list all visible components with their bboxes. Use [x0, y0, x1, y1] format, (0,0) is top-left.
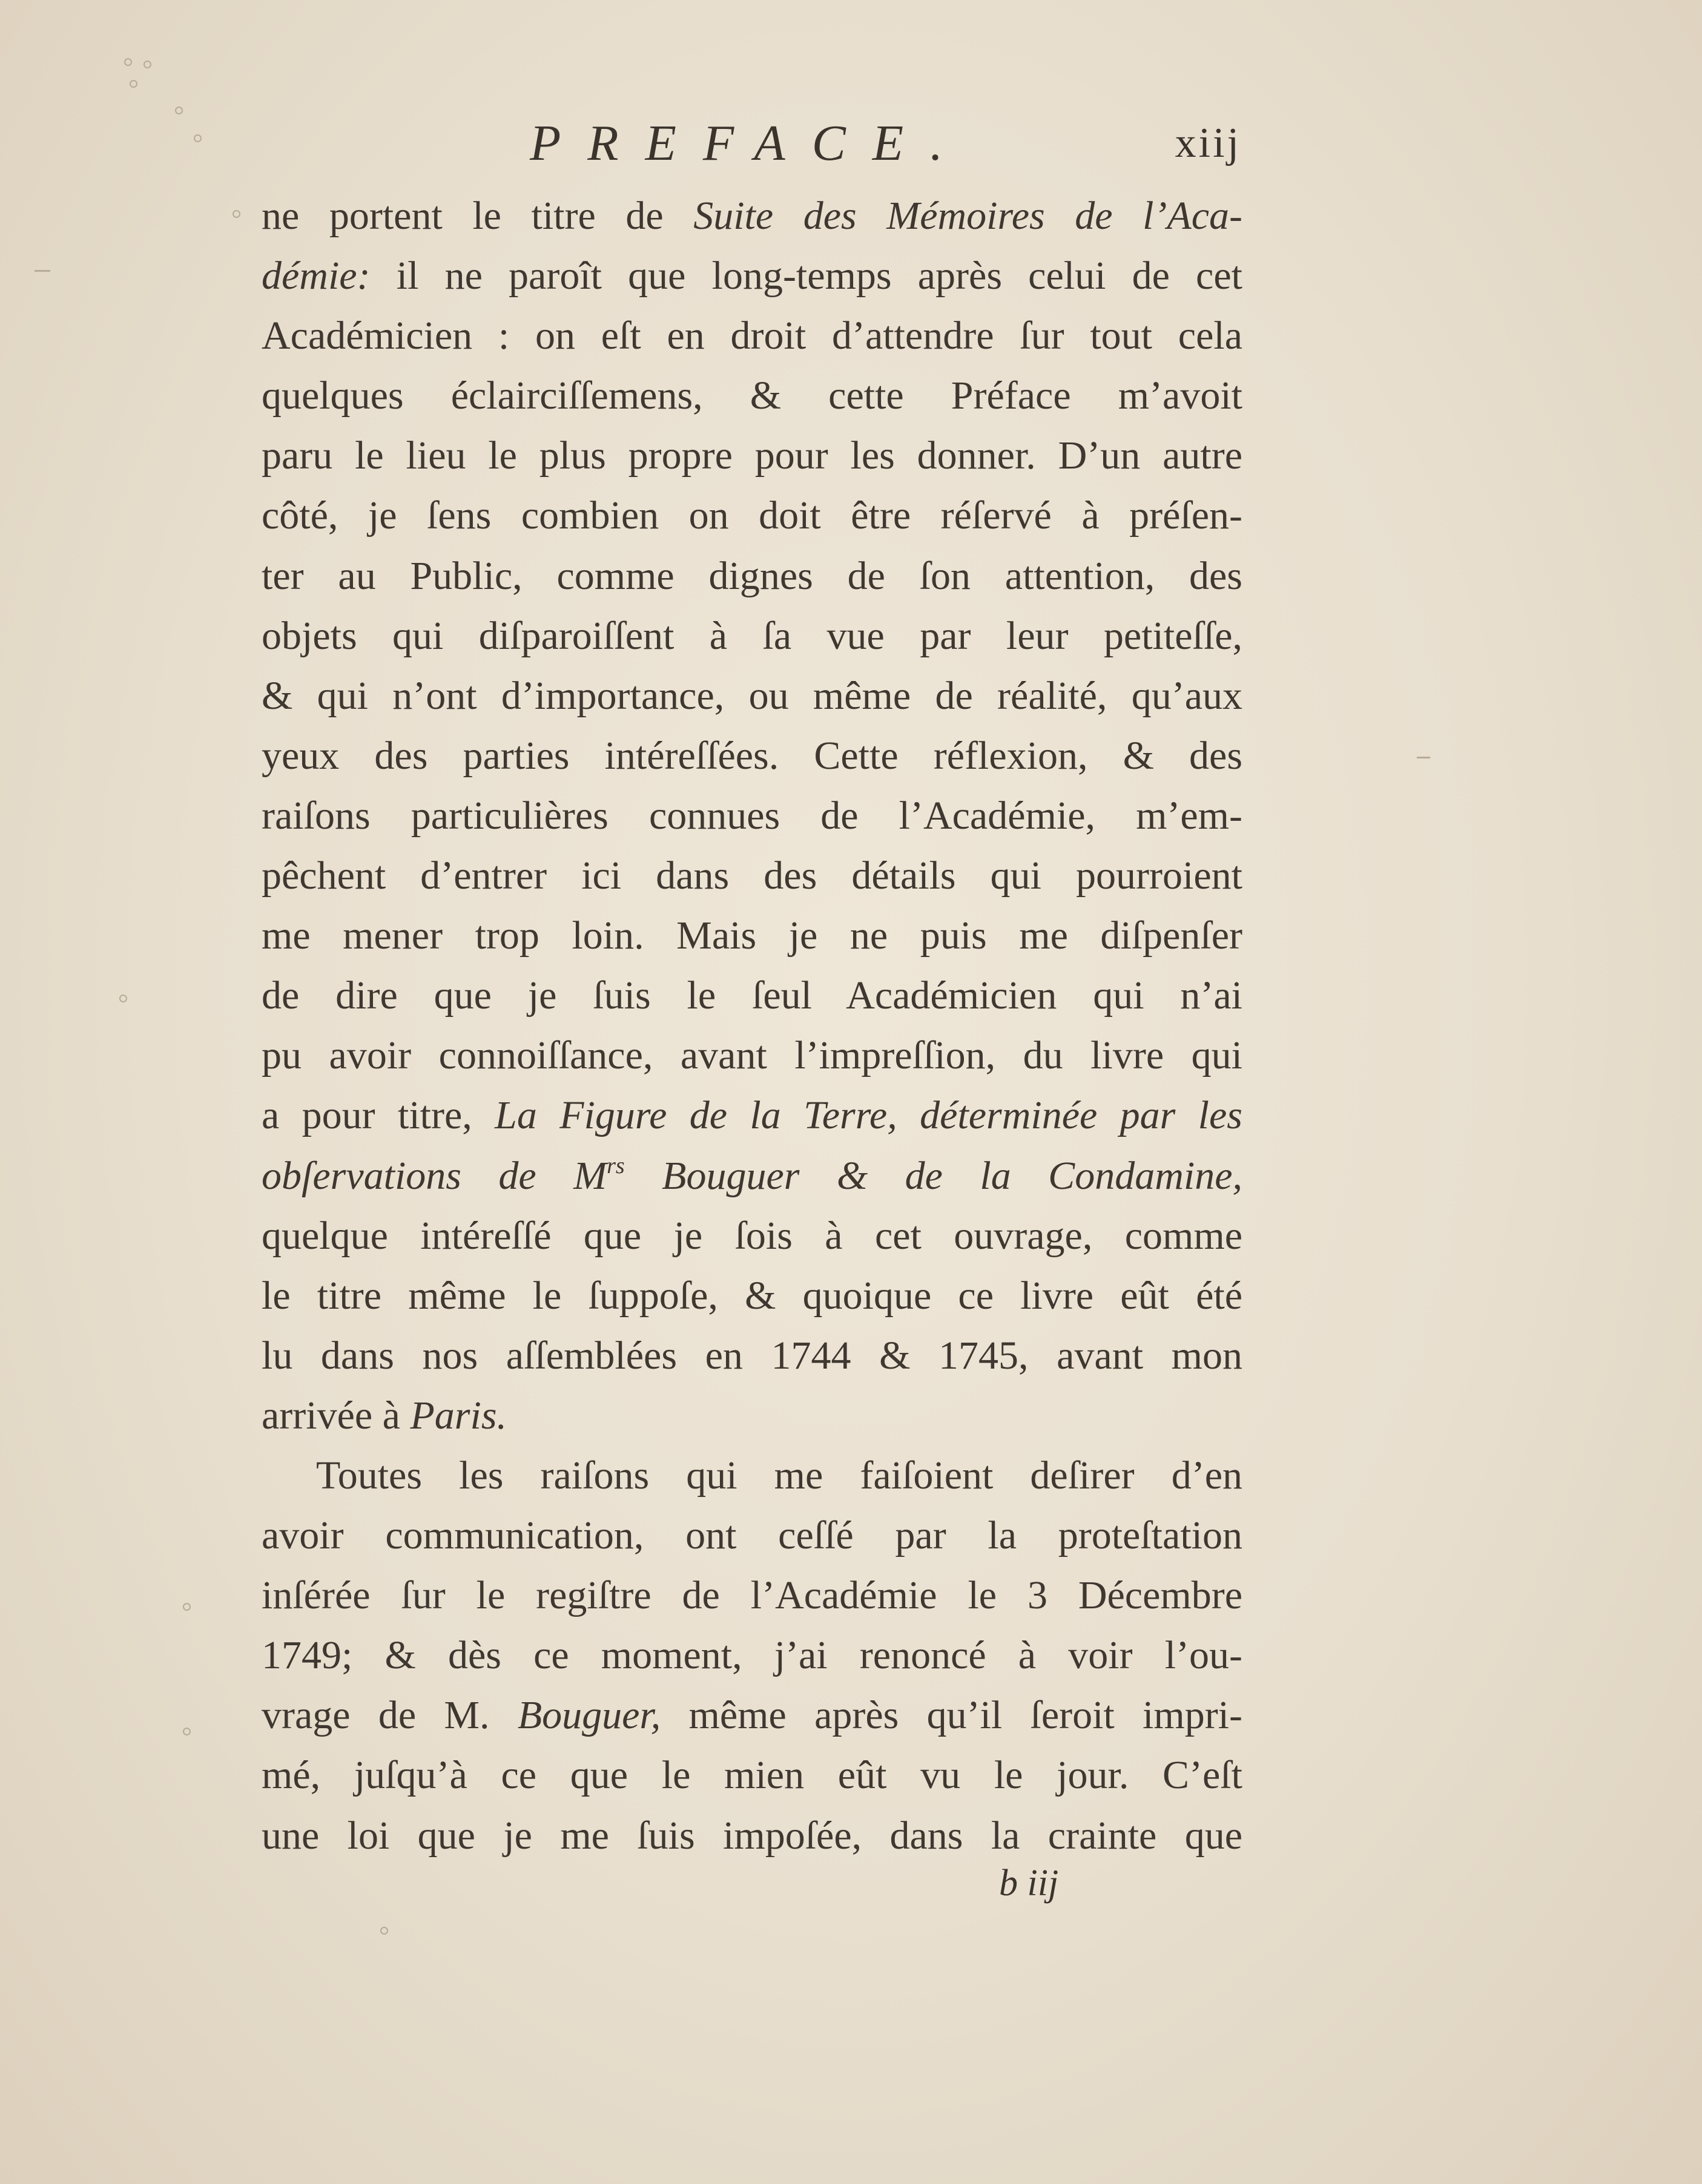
text-line: inſérée ſur le regiſtre de l’Académie le 3 Décembre	[262, 1573, 1242, 1618]
text-line: arrivée à Paris.	[262, 1393, 507, 1438]
text-line: 1749; & dès ce moment, j’ai renoncé à voir l’ou-	[262, 1633, 1242, 1678]
text-line: quelques éclairciſſemens, & cette Préface m’avoit	[262, 373, 1242, 418]
text-line: une loi que je me ſuis impoſée, dans la crainte que	[262, 1813, 1242, 1858]
text-line: obſervations de $M^{rs}$ Bouguer & de la Condamine,	[262, 1153, 1242, 1198]
text-line: quelque intéreſſé que je ſois à cet ouvrage, comme	[262, 1213, 1242, 1258]
paper-speck	[183, 1728, 191, 1735]
text-line: pu avoir connoiſſance, avant l’impreſſion, du livre qui	[262, 1033, 1242, 1078]
text-line: ter au Public, comme dignes de ſon attention, des	[262, 553, 1242, 598]
text-line: a pour titre, La Figure de la Terre, déterminée par les	[262, 1093, 1242, 1138]
page-number: xiij	[1175, 120, 1241, 166]
paper-speck	[119, 995, 127, 1002]
text-line: & qui n’ont d’importance, ou même de réalité, qu’aux	[262, 673, 1242, 718]
text-line: Toutes les raiſons qui me faiſoient deſirer d’en	[316, 1453, 1242, 1498]
paper-speck	[124, 58, 132, 66]
text-line: Académicien : on eſt en droit d’attendre ſur tout cela	[262, 314, 1242, 358]
text-line: paru le lieu le plus propre pour les donner. D’un autre	[262, 433, 1242, 478]
paper-speck	[130, 80, 137, 88]
text-line: le titre même le ſuppoſe, & quoique ce livre eût été	[262, 1273, 1242, 1318]
text-line: mé, juſqu’à ce que le mien eût vu le jour. C’eſt	[262, 1753, 1242, 1798]
text-line: vrage de M. Bouguer, même après qu’il ſeroit impri-	[262, 1693, 1242, 1738]
paper-speck	[380, 1927, 388, 1935]
paper-speck	[233, 210, 240, 218]
text-line: démie: il ne paroît que long-temps après celui de cet	[262, 254, 1242, 298]
paper-speck	[183, 1603, 191, 1611]
text-line: de dire que je ſuis le ſeul Académicien qui n’ai	[262, 973, 1242, 1018]
text-line: ne portent le titre de Suite des Mémoires de l’Aca-	[262, 194, 1242, 238]
page-header	[260, 110, 1241, 177]
text-line: côté, je ſens combien on doit être réſervé à préſen-	[262, 493, 1242, 538]
text-line: me mener trop loin. Mais je ne puis me diſpenſer	[262, 913, 1242, 958]
text-line: avoir communication, ont ceſſé par la proteſtation	[262, 1513, 1242, 1558]
text-line: lu dans nos aſſemblées en 1744 & 1745, avant mon	[262, 1333, 1242, 1378]
text-line: pêchent d’entrer ici dans des détails qui pourroient	[262, 854, 1242, 898]
text-line: yeux des parties intéreſſées. Cette réflexion, & des	[262, 733, 1242, 778]
paper-speck	[175, 107, 183, 114]
paper-speck	[194, 134, 202, 142]
text-line: raiſons particulières connues de l’Académie, m’em-	[262, 793, 1242, 838]
paper-speck	[143, 61, 151, 68]
paper-mark	[1417, 757, 1430, 758]
paper-mark	[35, 270, 50, 272]
running-head: PREFACE.	[530, 115, 970, 171]
text-line: objets qui diſparoiſſent à ſa vue par leur petiteſſe,	[262, 613, 1242, 658]
body-text	[262, 186, 1242, 1866]
signature-mark: b iij	[999, 1863, 1059, 1904]
